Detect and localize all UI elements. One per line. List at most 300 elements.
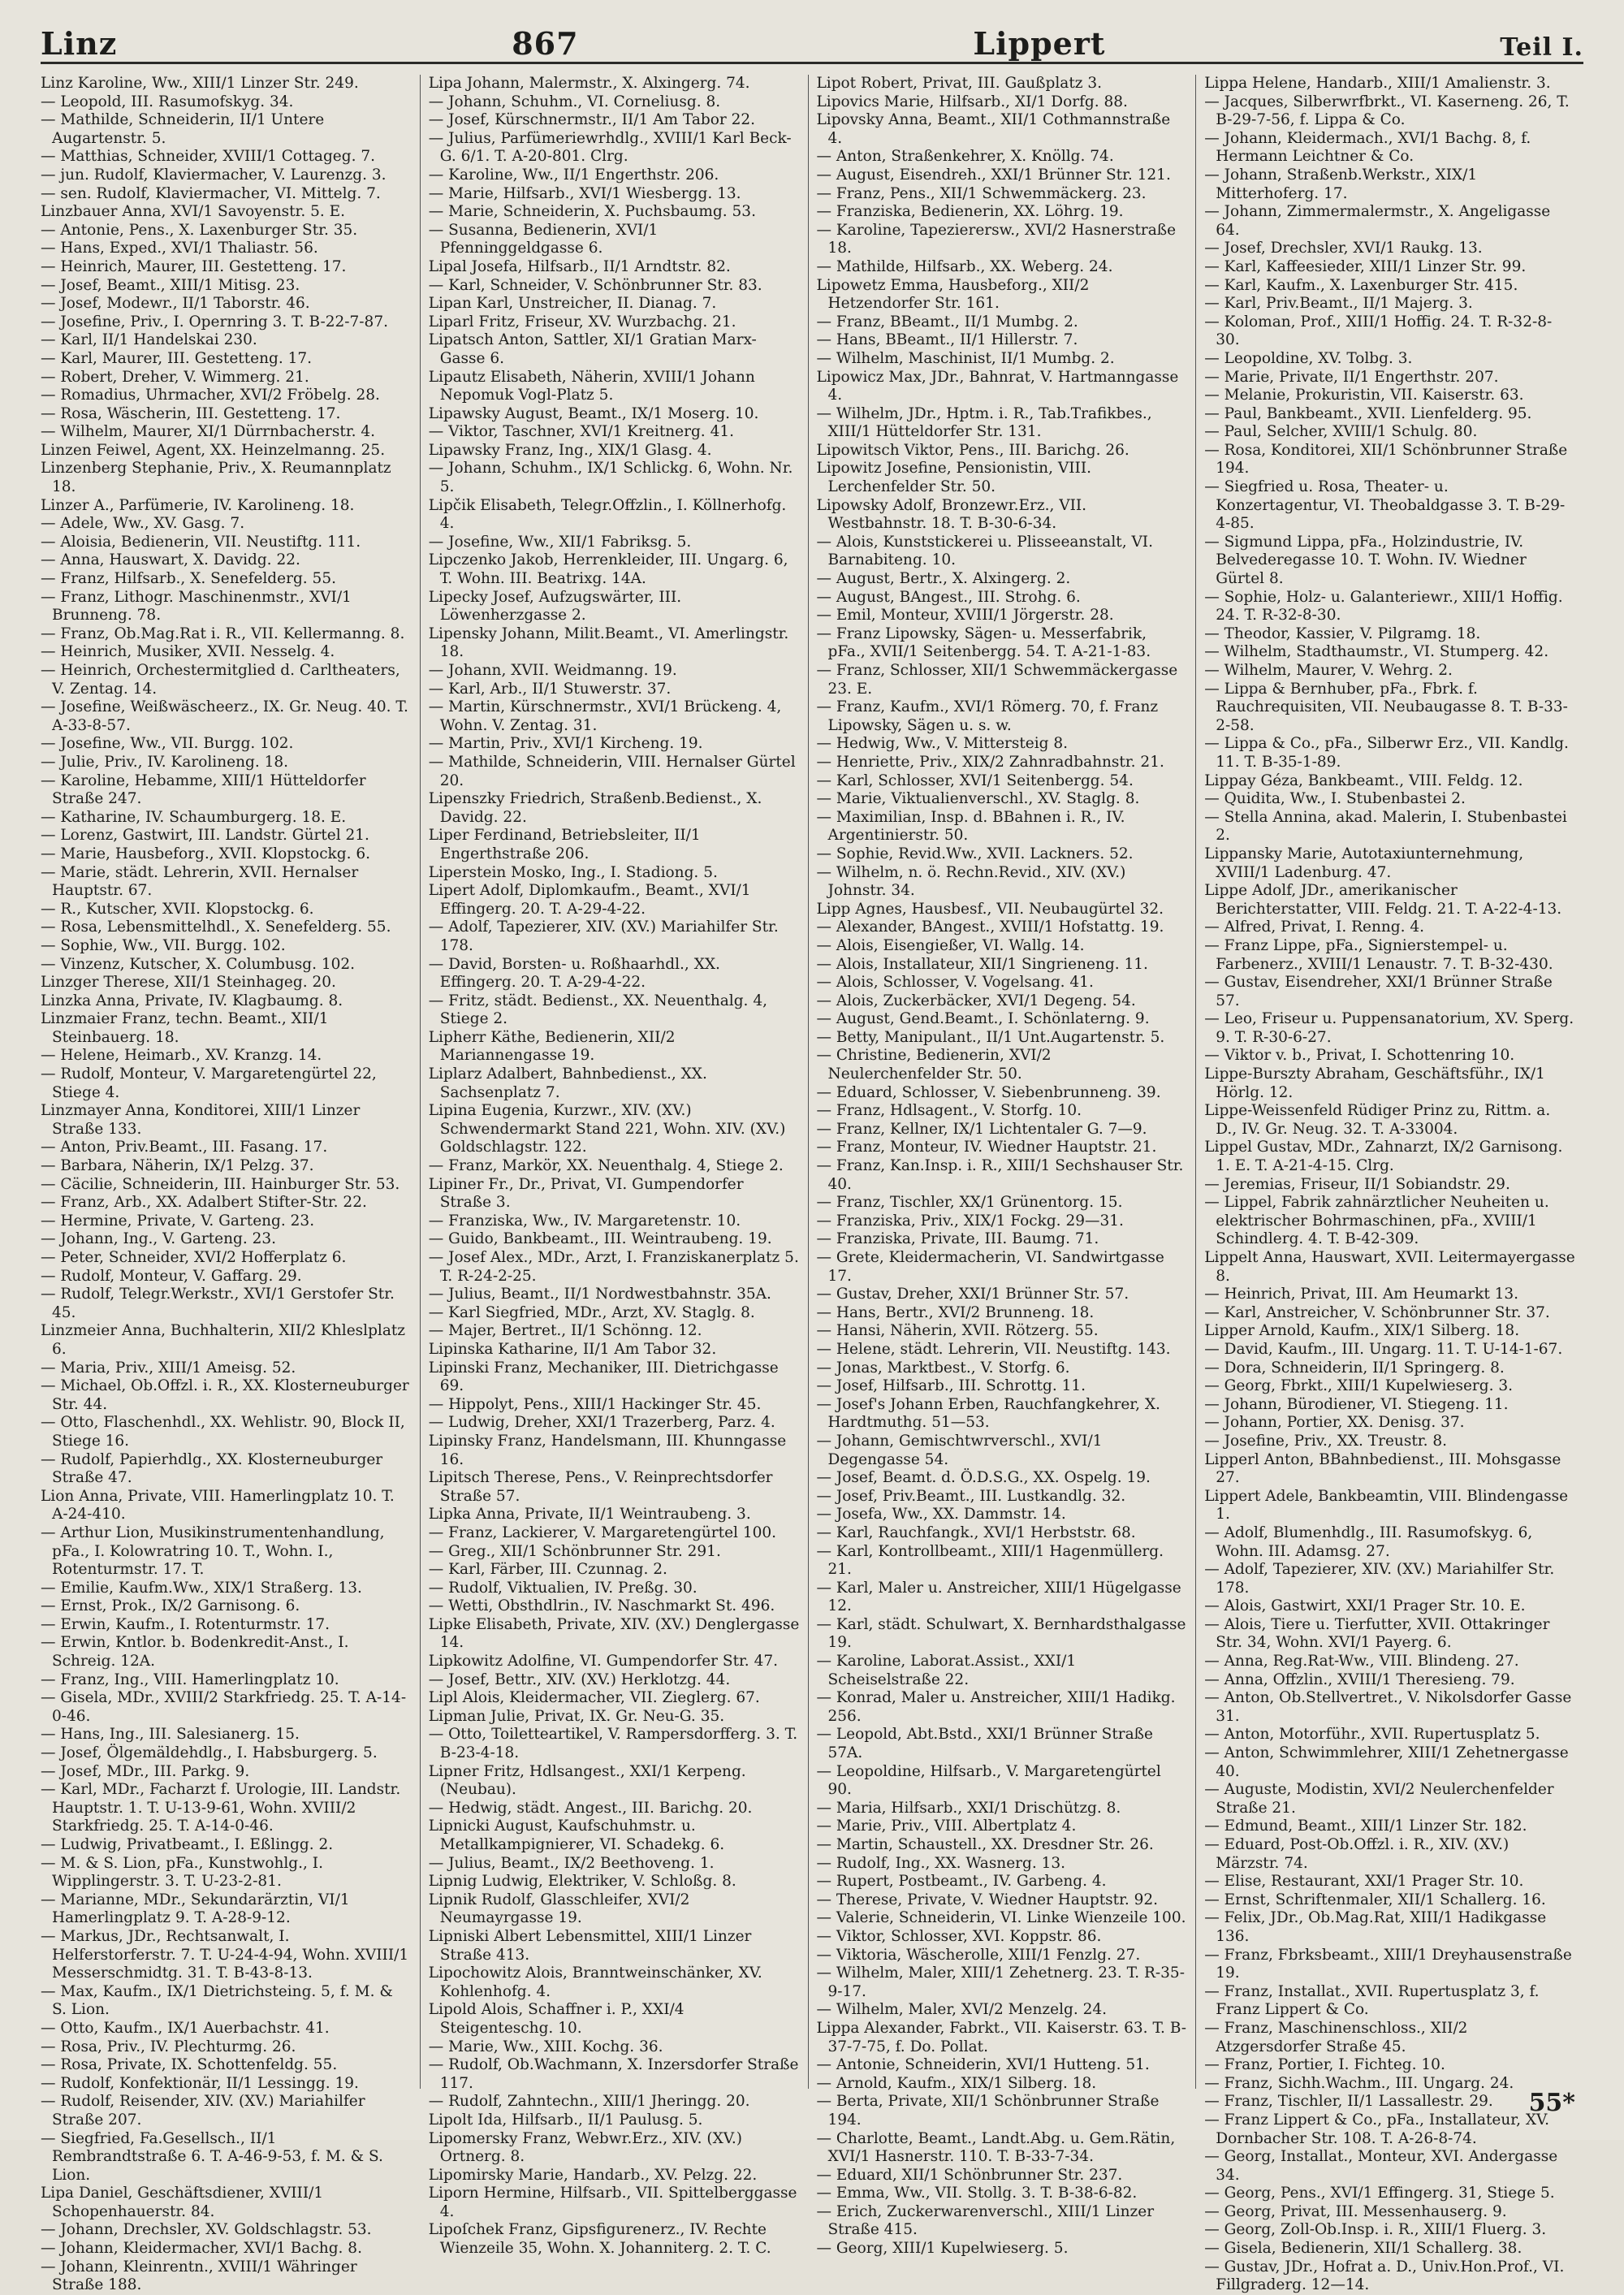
directory-entry: — Hans, Ing., III. Salesianerg. 15. [41,1726,300,1744]
directory-entry: — Robert, Dreher, V. Wimmerg. 21. [41,368,309,386]
directory-entry: — Franz, Pens., XII/1 Schwemmäckerg. 23. [816,184,1147,202]
directory-entry: — Josef, Bettr., XIV. (XV.) Herklotzg. 44. [428,1670,731,1688]
directory-entry: — Karl, Rauchfangk., XVI/1 Herbststr. 68. [816,1524,1136,1541]
directory-entry: — Charlotte, Beamt., Landt.Abg. u. Gem.Rätin, XVI/1 Hasnerstr. 110. T. B-33-7-34. [816,2129,1176,2166]
directory-entry: — Rudolf, Papierhdlg., XX. Klosterneuburger Straße 47. [41,1450,383,1487]
directory-entry: Linzmayer Anna, Konditorei, XIII/1 Linzer Straße 133. [41,1102,361,1138]
directory-entry: Lipnig Ludwig, Elektriker, V. Schloßg. 8. [428,1873,736,1891]
directory-entry: — Anton, Ob.Stellvertret., V. Nikolsdorfer Gasse 31. [1204,1689,1572,1725]
directory-entry: — Alexander, BAngest., XVIII/1 Hofstattg. 19. [816,918,1164,936]
directory-entry: — Gustav, JDr., Hofrat a. D., Univ.Hon.Prof., VI. Fillgraderg. 12—14. [1204,2258,1565,2294]
directory-entry: — Josef, Drechsler, XVI/1 Raukg. 13. [1204,240,1483,257]
directory-entry: — Josefine, Ww., XII/1 Fabriksg. 5. [428,533,692,551]
directory-entry: Lipan Karl, Unstreicher, II. Dianag. 7. [428,295,717,313]
directory-entry: — Viktoria, Wäscherolle, XIII/1 Fenzlg. 27. [816,1946,1141,1964]
directory-entry: Lippe Adolf, JDr., amerikanischer Berichterstatter, VIII. Feldg. 21. T. A-22-4-13. [1204,882,1562,918]
directory-entry: — Josefine, Priv., XX. Treustr. 8. [1204,1432,1447,1450]
directory-entry: — Franz, Monteur, IV. Wiedner Hauptstr. 21. [816,1139,1157,1156]
directory-entry: — Georg, Zoll-Ob.Insp. i. R., XIII/1 Fluerg. 3. [1204,2221,1547,2239]
directory-entry: — Mathilde, Hilfsarb., XX. Weberg. 24. [816,257,1113,275]
directory-entry: Lipinsky Franz, Handelsmann, III. Khunngasse 16. [428,1432,787,1468]
directory-entry: — Franz, Hilfsarb., X. Senefelderg. 55. [41,570,336,588]
directory-entry: Lipinski Franz, Mechaniker, III. Dietrichgasse 69. [428,1359,779,1395]
directory-entry: — Koloman, Prof., XIII/1 Hoffig. 24. T. R-32-8-30. [1204,313,1553,349]
directory-entry: Lipold Alois, Schaffner i. P., XXI/4 Steigenteschg. 10. [428,2001,685,2037]
directory-entry: — Hedwig, Ww., V. Mittersteig 8. [816,735,1069,753]
directory-entry: — Hermine, Private, V. Garteng. 23. [41,1212,315,1230]
directory-entry: Linzger Therese, XII/1 Steinhageg. 20. [41,974,336,992]
directory-entry: — M. & S. Lion, pFa., Kunstwohlg., I. Wipplingerstr. 3. T. U-23-2-81. [41,1854,323,1891]
directory-entry: — Maria, Hilfsarb., XXI/1 Drischützg. 8. [816,1799,1121,1817]
directory-entry: — Otto, Toiletteartikel, V. Rampersdorfferg. 3. T. B-23-4-18. [428,1726,798,1762]
directory-entry: — Eduard, XII/1 Schönbrunner Str. 237. [816,2166,1123,2184]
directory-columns [41,75,1583,2294]
directory-entry: — Josef, Beamt., XIII/1 Mitisg. 23. [41,276,300,294]
directory-entry: — Karoline, Hebamme, XIII/1 Hütteldorfer Straße 247. [41,771,366,808]
directory-entry: — Ludwig, Privatbeamt., I. Eßlingg. 2. [41,1836,334,1853]
directory-entry: — Franz, Lackierer, V. Margaretengürtel 100. [428,1524,777,1541]
directory-entry: — Rudolf, Ob.Wachmann, X. Inzersdorfer Straße 117. [428,2056,799,2092]
directory-entry: — Karoline, Laborat.Assist., XXI/1 Scheiselstraße 22. [816,1653,1077,1688]
directory-entry: — Marie, Hilfsarb., XVI/1 Wiesbergg. 13. [428,184,741,202]
directory-entry: — David, Kaufm., III. Ungarg. 11. T. U-14-1-67. [1204,1340,1563,1358]
directory-entry: — Karl, Schlosser, XVI/1 Seitenbergg. 54. [816,771,1134,789]
directory-entry: — Franz, Fbrksbeamt., XIII/1 Dreyhausenstraße 19. [1204,1946,1572,1982]
directory-entry: — Antonie, Schneiderin, XVI/1 Hutteng. 51. [816,2056,1150,2074]
column-2 [420,75,808,2258]
directory-entry: — Georg, XIII/1 Kupelwieserg. 5. [816,2240,1069,2258]
directory-entry: Lipčik Elisabeth, Telegr.Offzlin., I. Köllnerhofg. 4. [428,496,787,533]
directory-entry: Lippansky Marie, Autotaxiunternehmung, XVIII/1 Ladenburg. 47. [1204,845,1524,881]
footer-page-mark: 55* [1528,2089,1575,2117]
directory-entry: Lipert Adolf, Diplomkaufm., Beamt., XVI/1 Effingerg. 20. T. A-29-4-22. [428,882,751,918]
directory-entry: — Rupert, Postbeamt., IV. Garbeng. 4. [816,1873,1107,1891]
directory-entry: — Helene, Heimarb., XV. Kranzg. 14. [41,1047,322,1065]
directory-entry: — Rudolf, Telegr.Werkstr., XVI/1 Gerstofer Str. 45. [41,1286,395,1321]
directory-entry: Lipper Arnold, Kaufm., XIX/1 Silberg. 18. [1204,1322,1520,1340]
directory-entry: — Gustav, Eisendreher, XXI/1 Brünner Straße 57. [1204,974,1553,1009]
directory-entry: — Hans, Bertr., XVI/2 Brunneng. 18. [816,1303,1095,1321]
directory-entry: — Karl, Schneider, V. Schönbrunner Str. 83. [428,276,762,294]
directory-entry: — jun. Rudolf, Klaviermacher, V. Laurenzg. 3. [41,166,387,184]
directory-entry: — Edmund, Beamt., XIII/1 Linzer Str. 182. [1204,1817,1527,1835]
directory-entry: — Michael, Ob.Offzl. i. R., XX. Klosterneuburger Str. 44. [41,1377,409,1413]
directory-entry: — Josef, MDr., III. Parkg. 9. [41,1762,250,1780]
directory-entry: — Wetti, Obsthdlrin., IV. Naschmarkt St. 496. [428,1597,775,1615]
directory-entry: — Helene, städt. Lehrerin, VII. Neustiftg. 143. [816,1340,1171,1358]
directory-entry: — Franziska, Private, III. Baumg. 71. [816,1230,1099,1248]
directory-entry: — Karl, II/1 Handelskai 230. [41,331,257,349]
directory-entry: — Johann, Kleidermach., XVI/1 Bachg. 8, f. Hermann Leichtner & Co. [1204,129,1531,166]
directory-entry: — Josef, Kürschnermstr., II/1 Am Tabor 22. [428,111,755,129]
directory-entry: — Heinrich, Musiker, XVII. Nesselg. 4. [41,643,335,661]
directory-entry: — Rudolf, Monteur, V. Margaretengürtel 22, Stiege 4. [41,1065,377,1101]
directory-entry: — Viktor, Schlosser, XVI. Koppstr. 86. [816,1927,1102,1945]
directory-entry: — Otto, Kaufm., IX/1 Auerbachstr. 41. [41,2019,330,2037]
directory-entry: Lipkowitz Adolfine, VI. Gumpendorfer Str. 47. [428,1653,778,1670]
directory-entry: — Franziska, Ww., IV. Margaretenstr. 10. [428,1212,741,1230]
directory-entry: Lipowitsch Viktor, Pens., III. Barichg. 26. [816,441,1129,459]
directory-entry: — Alois, Zuckerbäcker, XVI/1 Degeng. 54. [816,992,1136,1009]
directory-entry: — Franz, BBeamt., II/1 Mumbg. 2. [816,313,1078,331]
directory-entry: — Emma, Ww., VII. Stollg. 3. T. B-38-6-82. [816,2185,1138,2202]
directory-entry: — Johann, Kleinrentn., XVIII/1 Währinger Straße 188. [41,2258,357,2294]
directory-entry: — Barbara, Näherin, IX/1 Pelzg. 37. [41,1157,314,1175]
directory-entry: Lippel Gustav, MDr., Zahnarzt, IX/2 Garnisong. 1. E. T. A-21-4-15. Clrg. [1204,1139,1563,1175]
directory-entry: — Arnold, Kaufm., XIX/1 Silberg. 18. [816,2074,1097,2092]
directory-entry: — Georg, Fbrkt., XIII/1 Kupelwieserg. 3. [1204,1377,1514,1395]
directory-entry: — Karl, Kaffeesieder, XIII/1 Linzer Str. 99. [1204,257,1527,275]
directory-entry: — Jacques, Silberwrfbrkt., VI. Kaserneng. 26, T. B-29-7-56, f. Lippa & Co. [1204,93,1570,129]
directory-entry: Lipa Daniel, Geschäftsdiener, XVIII/1 Schopenhauerstr. 84. [41,2185,324,2220]
directory-entry: — Markus, JDr., Rechtsanwalt, I. Helferstorferstr. 7. T. U-24-4-94, Wohn. XVIII/1 Messerschmidtg. 31. T. B-43-8-13. [41,1927,409,1982]
directory-entry: — Christine, Bedienerin, XVI/2 Neulerchenfelder Str. 50. [816,1047,1052,1083]
directory-entry: Lipitsch Therese, Pens., V. Reinprechtsdorfer Straße 57. [428,1469,773,1505]
directory-entry: Lipautz Elisabeth, Näherin, XVIII/1 Johann Nepomuk Vogl-Platz 5. [428,368,755,404]
directory-entry: Lippe-Burszty Abraham, Geschäftsführ., IX/1 Hörlg. 12. [1204,1065,1545,1101]
directory-entry: — Lippa & Bernhuber, pFa., Fbrk. f. Rauchrequisiten, VII. Neubaugasse 8. T. B-33-2-58. [1204,680,1568,734]
directory-entry: — Franz, Lithogr. Maschinenmstr., XVI/1 Brunneng. 78. [41,588,352,625]
directory-entry: — Martin, Priv., XVI/1 Kircheng. 19. [428,735,703,753]
page-header [41,21,1583,64]
directory-entry: — Eduard, Post-Ob.Offzl. i. R., XIV. (XV.) Märzstr. 74. [1204,1836,1510,1872]
directory-entry: — Alois, Eisengießer, VI. Wallg. 14. [816,936,1085,954]
directory-entry: — Anton, Priv.Beamt., III. Fasang. 17. [41,1139,328,1156]
directory-entry: — Mathilde, Schneiderin, VIII. Hernalser Gürtel 20. [428,753,796,789]
directory-entry: — Marie, Schneiderin, X. Puchsbaumg. 53. [428,203,756,221]
directory-entry: Lipnik Rudolf, Glasschleifer, XVI/2 Neumayrgasse 19. [428,1891,690,1927]
directory-entry: — Viktor, Taschner, XVI/1 Kreitnerg. 41. [428,423,734,441]
directory-entry: Lipowitz Josefine, Pensionistin, VIII. Lerchenfelder Str. 50. [816,460,1092,496]
directory-entry: Lipinska Katharine, II/1 Am Tabor 32. [428,1340,717,1358]
directory-entry: — Franz, Arb., XX. Adalbert Stifter-Str. 22. [41,1194,367,1212]
directory-entry: — Leopoldine, XV. Tolbg. 3. [1204,349,1413,367]
directory-entry: — Franz Lippert & Co., pFa., Installateur, XV. Dornbacher Str. 108. T. A-26-8-74. [1204,2111,1550,2147]
directory-entry: — Rosa, Private, IX. Schottenfeldg. 55. [41,2056,338,2074]
directory-entry: Lipawsky Franz, Ing., XIX/1 Glasg. 4. [428,441,712,459]
directory-entry: — Ernst, Schriftenmaler, XII/1 Schallerg. 16. [1204,1891,1546,1908]
directory-entry: — Josef, Beamt. d. Ö.D.S.G., XX. Ospelg. 19. [816,1469,1151,1487]
directory-entry: Lipecky Josef, Aufzugswärter, III. Löwenherzgasse 2. [428,588,682,625]
directory-entry: — Betty, Manipulant., II/1 Unt.Augartenstr. 5. [816,1028,1165,1046]
directory-entry: — Karl, Arb., II/1 Stuwerstr. 37. [428,680,672,698]
directory-entry: Lipovics Marie, Hilfsarb., XI/1 Dorfg. 88. [816,93,1128,110]
directory-entry: Lipnicki August, Kaufschuhmstr. u. Metallkampignierer, VI. Schadekg. 6. [428,1817,725,1853]
directory-entry: — Hans, Exped., XVI/1 Thaliastr. 56. [41,240,318,257]
directory-entry: — Theodor, Kassier, V. Pilgramg. 18. [1204,625,1481,642]
directory-entry: — Julie, Priv., IV. Karolineng. 18. [41,753,289,771]
directory-entry: — Fritz, städt. Bedienst., XX. Neuenthalg. 4, Stiege 2. [428,992,767,1028]
directory-entry: — Jonas, Marktbest., V. Storfg. 6. [816,1359,1070,1377]
directory-entry: — Gustav, Dreher, XXI/1 Brünner Str. 57. [816,1286,1129,1303]
directory-entry: — Auguste, Modistin, XVI/2 Neulerchenfelder Straße 21. [1204,1781,1554,1817]
directory-entry: — Rudolf, Zahntechn., XIII/1 Jheringg. 20. [428,2093,750,2111]
directory-entry: Lipomersky Franz, Webwr.Erz., XIV. (XV.) Ortnerg. 8. [428,2129,742,2166]
directory-entry: Liplarz Adalbert, Bahnbedienst., XX. Sachsenplatz 7. [428,1065,707,1101]
directory-entry: Lipman Julie, Privat, IX. Gr. Neu-G. 35. [428,1707,725,1725]
directory-entry: — Rudolf, Reisender, XIV. (XV.) Mariahilfer Straße 207. [41,2093,365,2129]
column-1 [41,75,420,2294]
directory-entry: — Sophie, Revid.Ww., XVII. Lackners. 52. [816,845,1134,862]
directory-entry: — Siegfried u. Rosa, Theater- u. Konzertagentur, VI. Theobaldgasse 3. T. B-29-4-85. [1204,478,1566,533]
directory-entry: — Josefine, Weißwäscheerz., IX. Gr. Neug. 40. T. A-33-8-57. [41,698,408,734]
directory-entry: — Wilhelm, Maurer, V. Wehrg. 2. [1204,662,1453,679]
directory-entry: — Vinzenz, Kutscher, X. Columbusg. 102. [41,955,356,973]
directory-entry: — Alfred, Privat, I. Renng. 4. [1204,918,1425,936]
directory-entry: — Franz, Ing., VIII. Hamerlingplatz 10. [41,1670,339,1688]
directory-entry: — Georg, Installat., Monteur, XVI. Andergasse 34. [1204,2148,1558,2184]
directory-entry: — Franz Lipowsky, Sägen- u. Messerfabrik, pFa., XVII/1 Seitenbergg. 54. T. A-21-1-83. [816,625,1151,661]
directory-entry: Lippa Alexander, Fabrkt., VII. Kaiserstr. 63. T. B-37-7-75, f. Do. Pollat. [816,2019,1187,2055]
directory-entry: — Georg, Pens., XVI/1 Effingerg. 31, Stiege 5. [1204,2185,1555,2202]
directory-entry: — Heinrich, Privat, III. Am Heumarkt 13. [1204,1286,1519,1303]
directory-entry: — Anton, Motorführ., XVII. Rupertusplatz 5. [1204,1726,1540,1744]
directory-entry: — Franz, Kan.Insp. i. R., XIII/1 Sechshauser Str. 40. [816,1157,1184,1193]
directory-entry: — Maximilian, Insp. d. BBahnen i. R., IV. Argentinierstr. 50. [816,808,1125,845]
directory-entry: — Eduard, Schlosser, V. Siebenbrunneng. 39. [816,1083,1161,1101]
directory-entry: — Johann, Ing., V. Garteng. 23. [41,1230,277,1248]
header-part: Teil I. [1500,33,1583,62]
directory-entry: — Erwin, Kntlor. b. Bodenkredit-Anst., I. Schreig. 12A. [41,1634,349,1670]
directory-entry: — Franz, Installat., XVII. Rupertusplatz 3, f. Franz Lippert & Co. [1204,1982,1540,2019]
directory-entry: — Franziska, Bedienerin, XX. Löhrg. 19. [816,203,1124,221]
directory-entry: — Leopold, Abt.Bstd., XXI/1 Brünner Straße 57A. [816,1726,1153,1762]
directory-entry: — Hansi, Näherin, XVII. Rötzerg. 55. [816,1322,1099,1340]
directory-entry: — Adele, Ww., XV. Gasg. 7. [41,515,245,533]
directory-entry: — Karl, Kontrollbeamt., XIII/1 Hagenmüllerg. 21. [816,1542,1164,1579]
directory-entry: — Felix, JDr., Ob.Mag.Rat, XIII/1 Hadikgasse 136. [1204,1909,1547,1945]
directory-entry: — Johann, Zimmermalermstr., X. Angeligasse 64. [1204,203,1551,239]
directory-entry: — Marie, Ww., XIII. Kochg. 36. [428,2038,663,2055]
directory-entry: — Rosa, Konditorei, XII/1 Schönbrunner Straße 194. [1204,441,1568,478]
directory-entry: Lipa Johann, Malermstr., X. Alxingerg. 74. [428,75,750,92]
directory-entry: — Antonie, Pens., X. Laxenburger Str. 35. [41,221,358,239]
directory-entry: — Franziska, Priv., XIX/1 Fockg. 29—31. [816,1212,1124,1230]
directory-entry: — Sophie, Ww., VII. Burgg. 102. [41,936,286,954]
directory-entry: — Gisela, Bedienerin, XII/1 Schallerg. 38. [1204,2240,1522,2258]
directory-entry: — Marie, Viktualienverschl., XV. Staglg. 8. [816,790,1140,808]
directory-entry: Linzmeier Anna, Buchhalterin, XII/2 Khleslplatz 6. [41,1322,406,1358]
directory-entry: — Sophie, Holz- u. Galanteriewr., XIII/1 Hoffig. 24. T. R-32-8-30. [1204,588,1563,625]
directory-entry: — Wilhelm, Maler, XIII/1 Zehetnerg. 23. T. R-35-9-17. [816,1964,1185,2000]
directory-entry: — Paul, Selcher, XVIII/1 Schulg. 80. [1204,423,1478,441]
directory-entry: Lipenszky Friedrich, Straßenb.Bedienst., X. Davidg. 22. [428,790,762,826]
directory-entry: Lipperl Anton, BBahnbedienst., III. Mohsgasse 27. [1204,1450,1561,1487]
directory-entry: — Alois, Installateur, XII/1 Singrieneng. 11. [816,955,1148,973]
directory-entry: — Johann, Kleidermacher, XVI/1 Bachg. 8. [41,2240,362,2258]
directory-entry: — Josef, Modewr., II/1 Taborstr. 46. [41,295,310,313]
directory-entry: — Franz, Portier, I. Fichteg. 10. [1204,2056,1445,2074]
directory-entry: — Franz, Markör, XX. Neuenthalg. 4, Stiege 2. [428,1157,784,1175]
directory-entry: Lippay Géza, Bankbeamt., VIII. Feldg. 12. [1204,771,1523,789]
directory-entry: Linzen Feiwel, Agent, XX. Heinzelmanng. 25. [41,441,386,459]
directory-entry: Lippe-Weissenfeld Rüdiger Prinz zu, Rittm. a. D., IV. Gr. Neug. 32. T. A-33004. [1204,1102,1551,1138]
directory-entry: Lipot Robert, Privat, III. Gaußplatz 3. [816,75,1103,92]
directory-entry: — Susanna, Bedienerin, XVI/1 Pfenninggeldgasse 6. [428,221,659,257]
directory-entry: — Leopoldine, Hilfsarb., V. Margaretengürtel 90. [816,1762,1161,1799]
directory-entry: — Rosa, Wäscherin, III. Gestetteng. 17. [41,404,341,422]
directory-entry: Liperstein Mosko, Ing., I. Stadiong. 5. [428,863,718,881]
directory-entry: — Rudolf, Konfektionär, II/1 Lessingg. 19. [41,2074,359,2092]
directory-entry: — Erwin, Kaufm., I. Rotenturmstr. 17. [41,1615,330,1633]
directory-entry: Lipp Agnes, Hausbesf., VII. Neubaugürtel 32. [816,900,1164,918]
directory-entry: Lipl Alois, Kleidermacher, VII. Zieglerg. 67. [428,1689,760,1707]
directory-entry: Lipolt Ida, Hilfsarb., II/1 Paulusg. 5. [428,2111,703,2129]
directory-entry: — August, Gend.Beamt., I. Schönlaterng. 9. [816,1010,1150,1028]
directory-entry: — Johann, Gemischtwrverschl., XVI/1 Degengasse 54. [816,1432,1103,1468]
directory-entry: — Wilhelm, n. ö. Rechn.Revid., XIV. (XV.) Johnstr. 34. [816,863,1126,900]
directory-entry: — Marie, städt. Lehrerin, XVII. Hernalser Hauptstr. 67. [41,863,359,900]
directory-entry: — Greg., XII/1 Schönbrunner Str. 291. [428,1542,721,1560]
directory-entry: — Josefa, Ww., XX. Dammstr. 14. [816,1506,1066,1524]
directory-entry: — Grete, Kleidermacherin, VI. Sandwirtgasse 17. [816,1249,1164,1285]
directory-entry: — Gisela, MDr., XVIII/2 Starkfriedg. 25. T. A-14-0-46. [41,1689,407,1725]
directory-entry: Lipochowitz Alois, Branntweinschänker, XV. Kohlenhofg. 4. [428,1964,762,2000]
directory-entry: — Karl, Maler u. Anstreicher, XIII/1 Hügelgasse 12. [816,1579,1181,1615]
directory-entry: — Arthur Lion, Musikinstrumentenhandlung, pFa., I. Kolowratring 10. T., Wohn. I., Rotenturmstr. 17. T. [41,1524,385,1579]
directory-entry: — Karl, Maurer, III. Gestetteng. 17. [41,349,313,367]
directory-entry: Linz Karoline, Ww., XIII/1 Linzer Str. 249. [41,75,359,92]
directory-entry: — Romadius, Uhrmacher, XVI/2 Fröbelg. 28. [41,387,380,404]
directory-entry: — Franz, Hdlsagent., V. Storfg. 10. [816,1102,1082,1120]
directory-entry: — Rosa, Priv., IV. Plechturmg. 26. [41,2038,296,2055]
directory-entry: Liper Ferdinand, Betriebsleiter, II/1 Engerthstraße 206. [428,827,701,862]
directory-entry: — Emil, Monteur, XVIII/1 Jörgerstr. 28. [816,607,1114,625]
directory-entry: Lipowetz Emma, Hausbeforg., XII/2 Hetzendorfer Str. 161. [816,276,1090,313]
directory-entry: — Hans, BBeamt., II/1 Hillerstr. 7. [816,331,1078,349]
directory-entry: Lipherr Käthe, Bedienerin, XII/2 Mariannengasse 19. [428,1028,676,1065]
directory-entry: — Ludwig, Dreher, XXI/1 Trazerberg, Parz. 4. [428,1414,775,1432]
directory-entry: Lipniski Albert Lebensmittel, XIII/1 Linzer Straße 413. [428,1927,752,1964]
directory-entry: — Georg, Privat, III. Messenhauserg. 9. [1204,2202,1507,2220]
directory-entry: — Julius, Beamt., IX/2 Beethoveng. 1. [428,1854,715,1872]
directory-entry: Linzmaier Franz, techn. Beamt., XII/1 Steinbauerg. 18. [41,1010,329,1046]
directory-entry: — Karl, Anstreicher, V. Schönbrunner Str. 37. [1204,1303,1550,1321]
directory-entry: — Quidita, Ww., I. Stubenbastei 2. [1204,790,1466,808]
directory-entry: — Wilhelm, Maschinist, II/1 Mumbg. 2. [816,349,1115,367]
directory-entry: — Melanie, Prokuristin, VII. Kaiserstr. 63. [1204,387,1524,404]
directory-entry: — Marie, Priv., VIII. Albertplatz 4. [816,1817,1077,1835]
directory-entry: — Franz, Kaufm., XVI/1 Römerg. 70, f. Franz Lipowsky, Sägen u. s. w. [816,698,1159,734]
directory-entry: — Johann, Straßenb.Werkstr., XIX/1 Mitterhoferg. 17. [1204,166,1478,202]
column-3 [808,75,1196,2258]
directory-entry: — Therese, Private, V. Wiedner Hauptstr. 92. [816,1891,1159,1908]
directory-entry: — Wilhelm, Stadthaumstr., VI. Stumperg. 42. [1204,643,1549,661]
directory-entry: — Rudolf, Monteur, V. Gaffarg. 29. [41,1267,302,1285]
directory-entry: — Lorenz, Gastwirt, III. Landstr. Gürtel 21. [41,827,369,845]
directory-entry: Linzbauer Anna, XVI/1 Savoyenstr. 5. E. [41,203,346,221]
directory-entry: — Adolf, Tapezierer, XIV. (XV.) Mariahilfer Str. 178. [1204,1561,1555,1597]
directory-entry: — Franz, Schlosser, XII/1 Schwemmäckergasse 23. E. [816,662,1178,698]
directory-entry: — Max, Kaufm., IX/1 Dietrichsteing. 5, f. M. & S. Lion. [41,1982,393,2019]
directory-entry: — Heinrich, Maurer, III. Gestetteng. 17. [41,257,347,275]
directory-entry: Lipensky Johann, Milit.Beamt., VI. Amerlingstr. 18. [428,625,789,661]
directory-entry: — Julius, Parfümeriewrhdlg., XVIII/1 Karl Beck-G. 6/1. T. A-20-801. Clrg. [428,129,792,166]
directory-entry: — Siegfried, Fa.Gesellsch., II/1 Rembrandtstraße 6. T. A-46-9-53, f. M. & S. Lion. [41,2129,383,2184]
directory-entry: Linzka Anna, Private, IV. Klagbaumg. 8. [41,992,343,1009]
directory-entry: Lipomirsky Marie, Handarb., XV. Pelzg. 22. [428,2166,758,2184]
directory-entry: — Karl, Kaufm., X. Laxenburger Str. 415. [1204,276,1518,294]
directory-entry: — Josefine, Ww., VII. Burgg. 102. [41,735,294,753]
directory-entry: Lipina Eugenia, Kurzwr., XIV. (XV.) Schwendermarkt Stand 221, Wohn. XIV. (XV.) Goldschlagstr. 122. [428,1102,786,1156]
directory-entry: Lippert Adele, Bankbeamtin, VIII. Blindengasse 1. [1204,1487,1569,1524]
directory-entry: — Alois, Kunststickerei u. Plisseeanstalt, VI. Barnabiteng. 10. [816,533,1153,569]
directory-entry: — Valerie, Schneiderin, VI. Linke Wienzeile 100. [816,1909,1186,1927]
directory-entry: Linzenberg Stephanie, Priv., X. Reumannplatz 18. [41,460,391,496]
directory-entry: — Johann, Bürodiener, VI. Stiegeng. 11. [1204,1395,1509,1413]
directory-entry: — Franz, Tischler, II/1 Lassallestr. 29. [1204,2093,1493,2111]
directory-entry: — Elise, Restaurant, XXI/1 Prager Str. 10. [1204,1873,1524,1891]
directory-entry: — Majer, Bertret., II/1 Schönng. 12. [428,1322,702,1340]
directory-entry: Lipczenko Jakob, Herrenkleider, III. Ungarg. 6, T. Wohn. III. Beatrixg. 14A. [428,551,788,588]
directory-entry: — Maria, Priv., XIII/1 Ameisg. 52. [41,1359,296,1377]
directory-entry: Lipatsch Anton, Sattler, XI/1 Gratian Marx-Gasse 6. [428,331,757,367]
directory-entry: — Anna, Reg.Rat-Ww., VIII. Blindeng. 27. [1204,1653,1519,1670]
directory-entry: — Karl, MDr., Facharzt f. Urologie, III. Landstr. Hauptstr. 1. T. U-13-9-61, Wohn. XVIII/2 Starkfriedg. 25. T. A-14-0-46. [41,1781,401,1835]
directory-entry: — Rudolf, Viktualien, IV. Preßg. 30. [428,1579,698,1597]
directory-entry: — Berta, Private, XII/1 Schönbrunner Straße 194. [816,2093,1160,2129]
directory-entry: — Johann, Portier, XX. Denisg. 37. [1204,1414,1465,1432]
directory-entry: — Henriette, Priv., XIX/2 Zahnradbahnstr. 21. [816,753,1164,771]
directory-entry: — Adolf, Blumenhdlg., III. Rasumofskyg. 6, Wohn. III. Adamsg. 27. [1204,1524,1533,1560]
directory-entry: — Erich, Zuckerwarenverschl., XIII/1 Linzer Straße 415. [816,2202,1155,2239]
directory-entry: — Franz, Maschinenschloss., XII/2 Atzgersdorfer Straße 45. [1204,2019,1468,2055]
directory-entry: — R., Kutscher, XVII. Klopstockg. 6. [41,900,314,918]
directory-entry: — Marie, Hausbeforg., XVII. Klopstockg. 6. [41,845,371,862]
directory-entry: — Aloisia, Bedienerin, VII. Neustiftg. 111. [41,533,361,551]
directory-entry: — Franz, Kellner, IX/1 Lichtentaler G. 7—9. [816,1120,1147,1138]
directory-entry: — Mathilde, Schneiderin, II/1 Untere Augartenstr. 5. [41,111,325,147]
directory-entry: — Katharine, IV. Schaumburgerg. 18. E. [41,808,347,826]
directory-entry: — Wilhelm, Maler, XVI/2 Menzelg. 24. [816,2001,1108,2019]
directory-entry: — Karl, Färber, III. Czunnag. 2. [428,1561,667,1579]
directory-entry: — Wilhelm, JDr., Hptm. i. R., Tab.Trafikbes., XIII/1 Hütteldorfer Str. 131. [816,404,1152,441]
directory-entry: — Jeremias, Friseur, II/1 Sobiandstr. 29. [1204,1175,1510,1193]
directory-entry: — Marie, Private, II/1 Engerthstr. 207. [1204,368,1499,386]
directory-entry: — Konrad, Maler u. Anstreicher, XIII/1 Hadikg. 256. [816,1689,1176,1725]
directory-entry: — Peter, Schneider, XVI/2 Hofferplatz 6. [41,1249,347,1266]
directory-entry: — Josef, Hilfsarb., III. Schrottg. 11. [816,1377,1086,1395]
directory-entry: — Karl, städt. Schulwart, X. Bernhardsthalgasse 19. [816,1615,1186,1652]
directory-entry: Lipke Elisabeth, Private, XIV. (XV.) Denglergasse 14. [428,1615,800,1652]
directory-entry: Lipka Anna, Private, II/1 Weintraubeng. 3. [428,1506,751,1524]
directory-entry: — Martin, Schaustell., XX. Dresdner Str. 26. [816,1836,1154,1853]
directory-entry: — Stella Annina, akad. Malerin, I. Stubenbastei 2. [1204,808,1567,845]
directory-entry: — Alois, Tiere u. Tierfutter, XVII. Ottakringer Str. 34, Wohn. XVI/1 Payerg. 6. [1204,1615,1550,1652]
directory-entry: Lipowsky Adolf, Bronzewr.Erz., VII. Westbahnstr. 18. T. B-30-6-34. [816,496,1087,533]
directory-entry: — Karl, Priv.Beamt., II/1 Majerg. 3. [1204,295,1473,313]
directory-entry: — Alois, Gastwirt, XXI/1 Prager Str. 10. E. [1204,1597,1526,1615]
directory-entry: — Paul, Bankbeamt., XVII. Lienfelderg. 95. [1204,404,1532,422]
directory-entry: — Hedwig, städt. Angest., III. Barichg. 20. [428,1799,753,1817]
directory-entry: — Alois, Schlosser, V. Vogelsang. 41. [816,974,1094,992]
directory-entry: — Guido, Bankbeamt., III. Weintraubeng. 19. [428,1230,772,1248]
page-number: 867 [512,25,579,62]
directory-entry: Lipoſchek Franz, Gipsfigurenerz., IV. Rechte Wienzeile 35, Wohn. X. Johanniterg. 2. T. C. [428,2221,771,2258]
directory-entry: Liparl Fritz, Friseur, XV. Wurzbachg. 21. [428,313,736,331]
directory-entry: — Rudolf, Ing., XX. Wasnerg. 13. [816,1854,1066,1872]
directory-entry: — Johann, XVII. Weidmanng. 19. [428,662,677,679]
directory-entry: — Lippel, Fabrik zahnärztlicher Neuheiten u. elektrischer Bohrmaschinen, pFa., XVIII/1 Schindlerg. 4. T. B-42-309. [1204,1194,1549,1248]
directory-entry: — Hippolyt, Pens., XIII/1 Hackinger Str. 45. [428,1395,762,1413]
directory-entry: Lippelt Anna, Hauswart, XVII. Leitermayergasse 8. [1204,1249,1575,1285]
directory-entry: Lipner Fritz, Hdlsangest., XXI/1 Kerpeng. (Neubau). [428,1762,746,1799]
directory-entry: Lion Anna, Private, VIII. Hamerlingplatz 10. T. A-24-410. [41,1487,395,1524]
directory-entry: — August, Eisendreh., XXI/1 Brünner Str. 121. [816,166,1171,184]
directory-entry: — Anna, Offzlin., XVIII/1 Theresieng. 79. [1204,1670,1515,1688]
directory-entry: — Franz Lippe, pFa., Signierstempel- u. Farbenerz., XVIII/1 Lenaustr. 7. T. B-32-430. [1204,936,1553,973]
directory-entry: — Cäcilie, Schneiderin, III. Hainburger Str. 53. [41,1175,400,1193]
